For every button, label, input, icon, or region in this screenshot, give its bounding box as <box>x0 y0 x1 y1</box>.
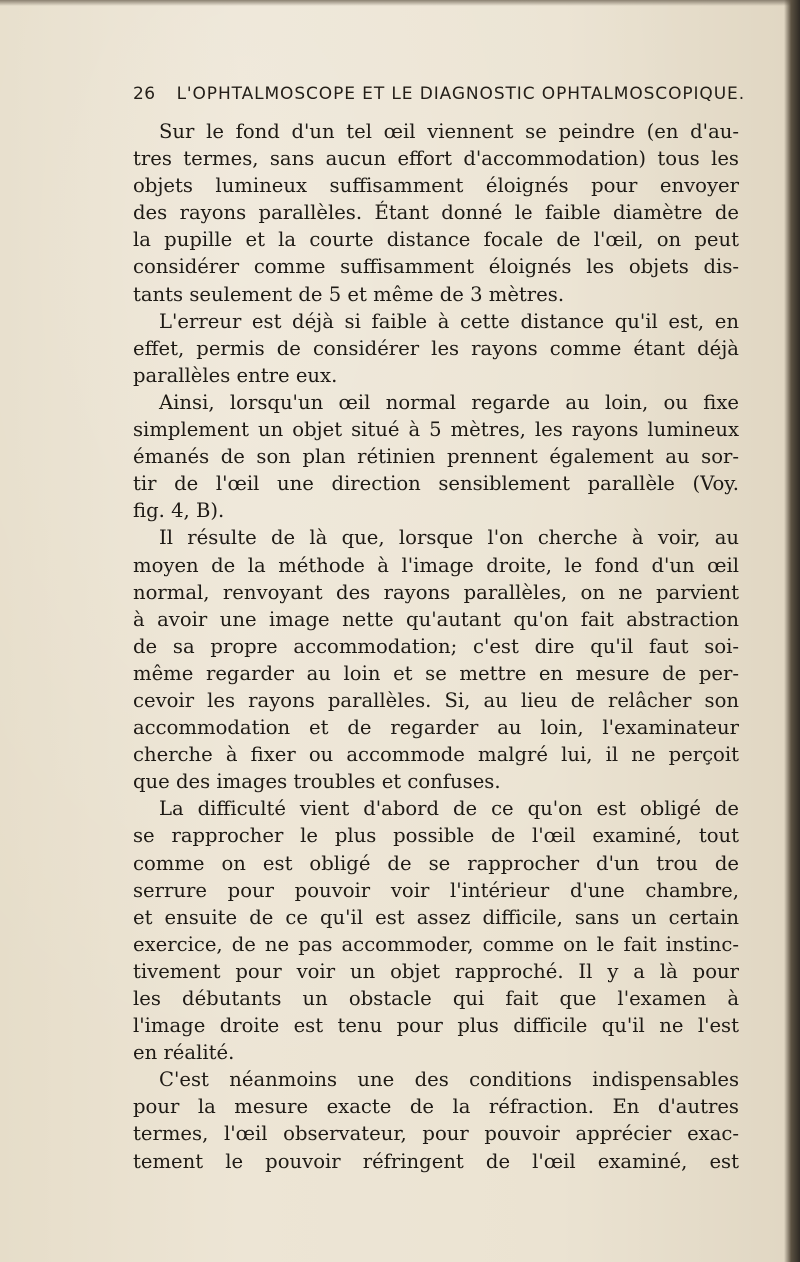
text-line: émanés de son plan rétinien prennent également au sor- <box>133 445 739 469</box>
text-line: en réalité. <box>133 1041 235 1065</box>
text-line: tants seulement de 5 et même de 3 mètres. <box>133 282 565 306</box>
text-line: parallèles entre eux. <box>133 363 338 387</box>
text-line: fig. 4, B). <box>133 499 225 523</box>
text-line: exercice, de ne pas accommoder, comme on le fait instinc- <box>133 932 739 956</box>
text-line: de sa propre accommodation; c'est dire qu'il faut soi- <box>133 634 739 658</box>
text-line: les débutants un obstacle qui fait que l'examen à <box>133 987 739 1010</box>
text-line: termes, l'œil observateur, pour pouvoir apprécier exac- <box>133 1122 739 1146</box>
text-line: et ensuite de ce qu'il est assez difficile, sans un certain <box>133 905 739 929</box>
text-line: Il résulte de là que, lorsque l'on cherche à voir, au <box>159 526 739 550</box>
text-line: serrure pour pouvoir voir l'intérieur d'une chambre, <box>133 878 739 902</box>
text-line: objets lumineux suffisamment éloignés pour envoyer <box>133 174 739 198</box>
text-line: L'erreur est déjà si faible à cette distance qu'il est, en <box>159 309 739 333</box>
text-line: cherche à fixer ou accommode malgré lui, il ne perçoit <box>133 743 739 767</box>
text-line: que des images troubles et confuses. <box>133 770 501 794</box>
running-head <box>133 84 745 104</box>
text-line: comme on est obligé de se rapprocher d'un trou de <box>133 851 739 875</box>
text-line: se rapprocher le plus possible de l'œil examiné, tout <box>133 824 739 848</box>
text-line: cevoir les rayons parallèles. Si, au lieu de relâcher son <box>133 688 739 712</box>
text-line: tres termes, sans aucun effort d'accommodation) tous les <box>133 147 739 171</box>
text-line: des rayons parallèles. Étant donné le faible diamètre de <box>133 201 739 225</box>
page-top-edge <box>0 0 800 6</box>
text-line: C'est néanmoins une des conditions indispensables <box>159 1068 739 1092</box>
text-line: moyen de la méthode à l'image droite, le fond d'un œil <box>133 553 739 577</box>
text-line: pour la mesure exacte de la réfraction. En d'autres <box>133 1095 739 1119</box>
text-line: La difficulté vient d'abord de ce qu'on est obligé de <box>159 797 739 821</box>
text-line: effet, permis de considérer les rayons comme étant déjà <box>133 336 739 360</box>
text-line: simplement un objet situé à 5 mètres, les rayons lumineux <box>133 418 739 442</box>
body-text <box>133 118 739 1175</box>
text-line: Sur le fond d'un tel œil viennent se peindre (en d'au- <box>159 120 739 143</box>
text-line: Ainsi, lorsqu'un œil normal regarde au loin, ou fixe <box>159 390 739 414</box>
running-title: L'OPHTALMOSCOPE ET LE DIAGNOSTIC OPHTALMOSCOPIQUE. <box>176 84 745 104</box>
text-line: tement le pouvoir réfringent de l'œil examiné, est <box>133 1149 739 1173</box>
text-line: tir de l'œil une direction sensiblement parallèle (Voy. <box>133 472 739 496</box>
text-line: à avoir une image nette qu'autant qu'on fait abstraction <box>133 607 739 631</box>
text-line: même regarder au loin et se mettre en mesure de per- <box>133 661 739 685</box>
text-line: tivement pour voir un objet rapproché. Il y a là pour <box>133 959 739 983</box>
text-line: l'image droite est tenu pour plus difficile qu'il ne l'est <box>133 1014 739 1038</box>
page-number: 26 <box>133 84 156 104</box>
text-line: accommodation et de regarder au loin, l'examinateur <box>133 716 739 740</box>
text-line: considérer comme suffisamment éloignés les objets dis- <box>133 255 739 279</box>
page-binding-edge <box>784 0 800 1262</box>
text-line: la pupille et la courte distance focale de l'œil, on peut <box>133 228 739 252</box>
text-line: normal, renvoyant des rayons parallèles, on ne parvient <box>133 580 739 604</box>
